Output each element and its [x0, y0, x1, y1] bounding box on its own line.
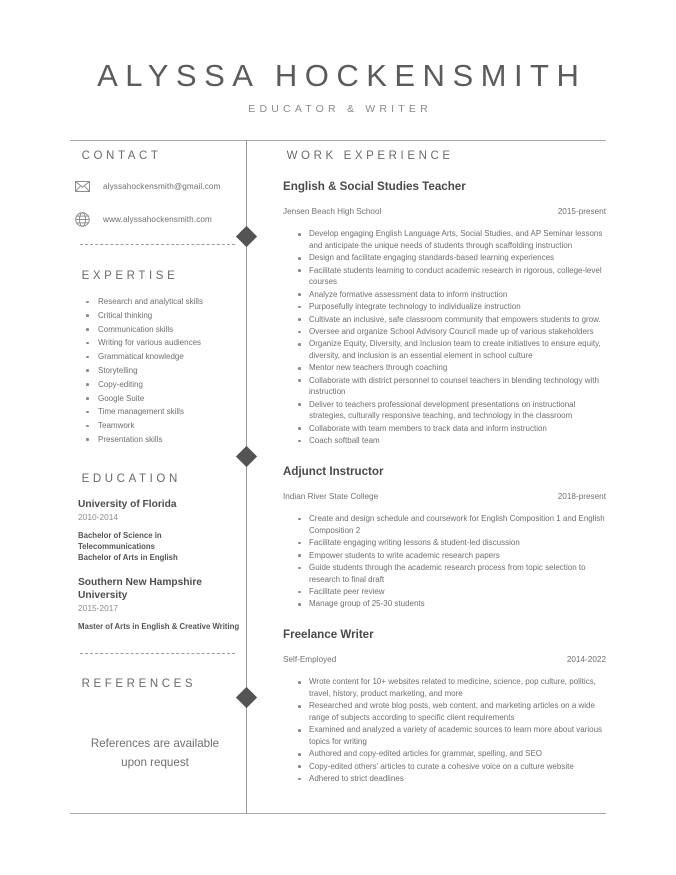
- education-degree: Bachelor of Arts in English: [78, 552, 178, 562]
- section-title-education: EDUCATION: [81, 473, 181, 486]
- education-years: 2015-2017: [78, 602, 119, 613]
- list-item: Storytelling: [84, 364, 240, 377]
- list-item: Writing for various audiences: [84, 336, 240, 349]
- job-title: English & Social Studies Teacher: [283, 180, 466, 193]
- globe-icon: [74, 211, 91, 228]
- list-item: Presentation skills: [84, 433, 240, 446]
- job-meta: [283, 207, 606, 216]
- list-item: Research and analytical skills: [84, 295, 240, 308]
- references-note-line-2: upon request: [121, 756, 189, 770]
- list-item: Copy-editing: [84, 378, 240, 391]
- list-item: Adhered to strict deadlines: [296, 773, 606, 785]
- header-divider-rule: [70, 140, 606, 141]
- list-item: Critical thinking: [84, 309, 240, 322]
- list-item: Copy-edited others' articles to curate a cohesive voice on a culture website: [296, 761, 606, 773]
- list-item: Guide students through the academic research process from topic selection to research to final draft: [296, 562, 606, 585]
- list-item: Facilitate engaging writing lessons & student-led discussion: [296, 537, 606, 549]
- list-item: Create and design schedule and coursework for English Composition 1 and English Composition 2: [296, 513, 606, 536]
- list-item: Organize Equity, Diversity, and Inclusion team to create initiatives to ensure equity, diversity, and inclusion is an essential element in school culture: [296, 338, 606, 361]
- list-item: Develop engaging English Language Arts, Social Studies, and AP Seminar lessons and anticipate the unique needs of students through scaffolding instruction: [296, 228, 606, 251]
- contact-item-email[interactable]: [74, 178, 240, 195]
- education-entry: [70, 577, 240, 632]
- references-section: [70, 678, 240, 772]
- list-item: Researched and wrote blog posts, web content, and marketing articles on a wide range of subjects according to specific client requirements: [296, 700, 606, 723]
- envelope-icon: [74, 178, 91, 195]
- sidebar-dashed-separator: [80, 244, 235, 245]
- section-title-work-experience: WORK EXPERIENCE: [286, 150, 454, 162]
- expertise-section: [70, 270, 240, 446]
- education-school-name: University of Florida: [78, 499, 177, 511]
- list-item: Empower students to write academic research papers: [296, 550, 606, 562]
- references-note-line-1: References are available: [90, 737, 220, 751]
- job-employer: Self-Employed: [283, 655, 337, 665]
- job-meta: [283, 492, 606, 501]
- list-item: Time management skills: [84, 405, 240, 418]
- expertise-list: [70, 295, 240, 446]
- education-degree: Master of Arts in English & Creative Writing: [78, 621, 240, 631]
- contact-item-website[interactable]: [74, 211, 240, 228]
- list-item: Grammatical knowledge: [84, 350, 240, 363]
- footer-divider-rule: [70, 813, 606, 814]
- list-item: Analyze formative assessment data to inform instruction: [296, 289, 606, 301]
- education-years: 2010-2014: [78, 512, 119, 523]
- list-item: Facilitate students learning to conduct academic research in rigorous, college-level courses: [296, 265, 606, 288]
- list-item: Authored and copy-edited articles for grammar, spelling, and SEO: [296, 748, 606, 760]
- job-employer: Jensen Beach High School: [283, 207, 382, 217]
- list-item: Purposefully integrate technology to individualize instruction: [296, 301, 606, 313]
- resume-header: [0, 58, 676, 115]
- list-item: Cultivate an inclusive, safe classroom community that empowers students to grow.: [296, 314, 606, 326]
- job-dates: 2014-2022: [566, 655, 606, 665]
- job-title: Freelance Writer: [283, 627, 374, 641]
- contact-email-text: alyssahockensmith@gmail.com: [103, 182, 221, 191]
- job-bullet-list: [283, 513, 606, 610]
- list-item: Oversee and organize School Advisory Council made up of various stakeholders: [296, 326, 606, 338]
- education-entry: [70, 499, 240, 563]
- section-title-references: REFERENCES: [81, 678, 197, 691]
- list-item: Collaborate with district personnel to counsel teachers in blending technology with instruction: [296, 375, 606, 398]
- contact-website-text: www.alyssahockensmith.com: [103, 215, 212, 224]
- list-item: Communication skills: [84, 323, 240, 336]
- list-item: Design and facilitate engaging standards-based learning experiences: [296, 252, 606, 264]
- list-item: Wrote content for 10+ websites related to medicine, science, pop culture, politics, travel, history, product marketing, and more: [296, 676, 606, 699]
- job-bullet-list: [283, 676, 606, 784]
- job-entry: [283, 628, 606, 785]
- list-item: Manage group of 25-30 students: [296, 598, 606, 610]
- contact-section: [70, 150, 240, 245]
- section-title-expertise: EXPERTISE: [81, 270, 179, 282]
- job-dates: 2015-present: [557, 207, 606, 217]
- job-entry: [283, 180, 606, 447]
- references-note: [70, 734, 240, 772]
- job-bullet-list: [283, 228, 606, 446]
- sidebar-dashed-separator: [80, 653, 235, 654]
- work-experience-column: [283, 150, 606, 786]
- list-item: Facilitate peer review: [296, 586, 606, 598]
- list-item: Mentor new teachers through coaching: [296, 362, 606, 374]
- list-item: Coach softball team: [296, 435, 606, 447]
- sidebar: [70, 150, 240, 772]
- education-degree-list: [78, 622, 240, 633]
- education-section: [70, 473, 240, 654]
- education-degree: Bachelor of Science in Telecommunications: [78, 531, 162, 552]
- list-item: Deliver to teachers professional development presentations on instructional strategies, culturally responsive teaching, and technology in the classroom: [296, 399, 606, 422]
- list-item: Teamwork: [84, 419, 240, 432]
- section-title-contact: CONTACT: [81, 150, 162, 162]
- job-employer: Indian River State College: [283, 492, 379, 502]
- job-dates: 2018-present: [557, 492, 606, 502]
- education-degree-list: [78, 531, 240, 563]
- job-entry: [283, 465, 606, 610]
- list-item: Google Suite: [84, 392, 240, 405]
- education-school-name: Southern New Hampshire University: [78, 577, 202, 601]
- list-item: Examined and analyzed a variety of academic sources to learn more about various topics for writing: [296, 724, 606, 747]
- job-meta: [283, 655, 606, 664]
- list-item: Collaborate with team members to track data and inform instruction: [296, 423, 606, 435]
- page-title: ALYSSA HOCKENSMITH: [97, 58, 587, 93]
- header-tagline: EDUCATOR & WRITER: [248, 102, 432, 115]
- job-title: Adjunct Instructor: [283, 464, 384, 478]
